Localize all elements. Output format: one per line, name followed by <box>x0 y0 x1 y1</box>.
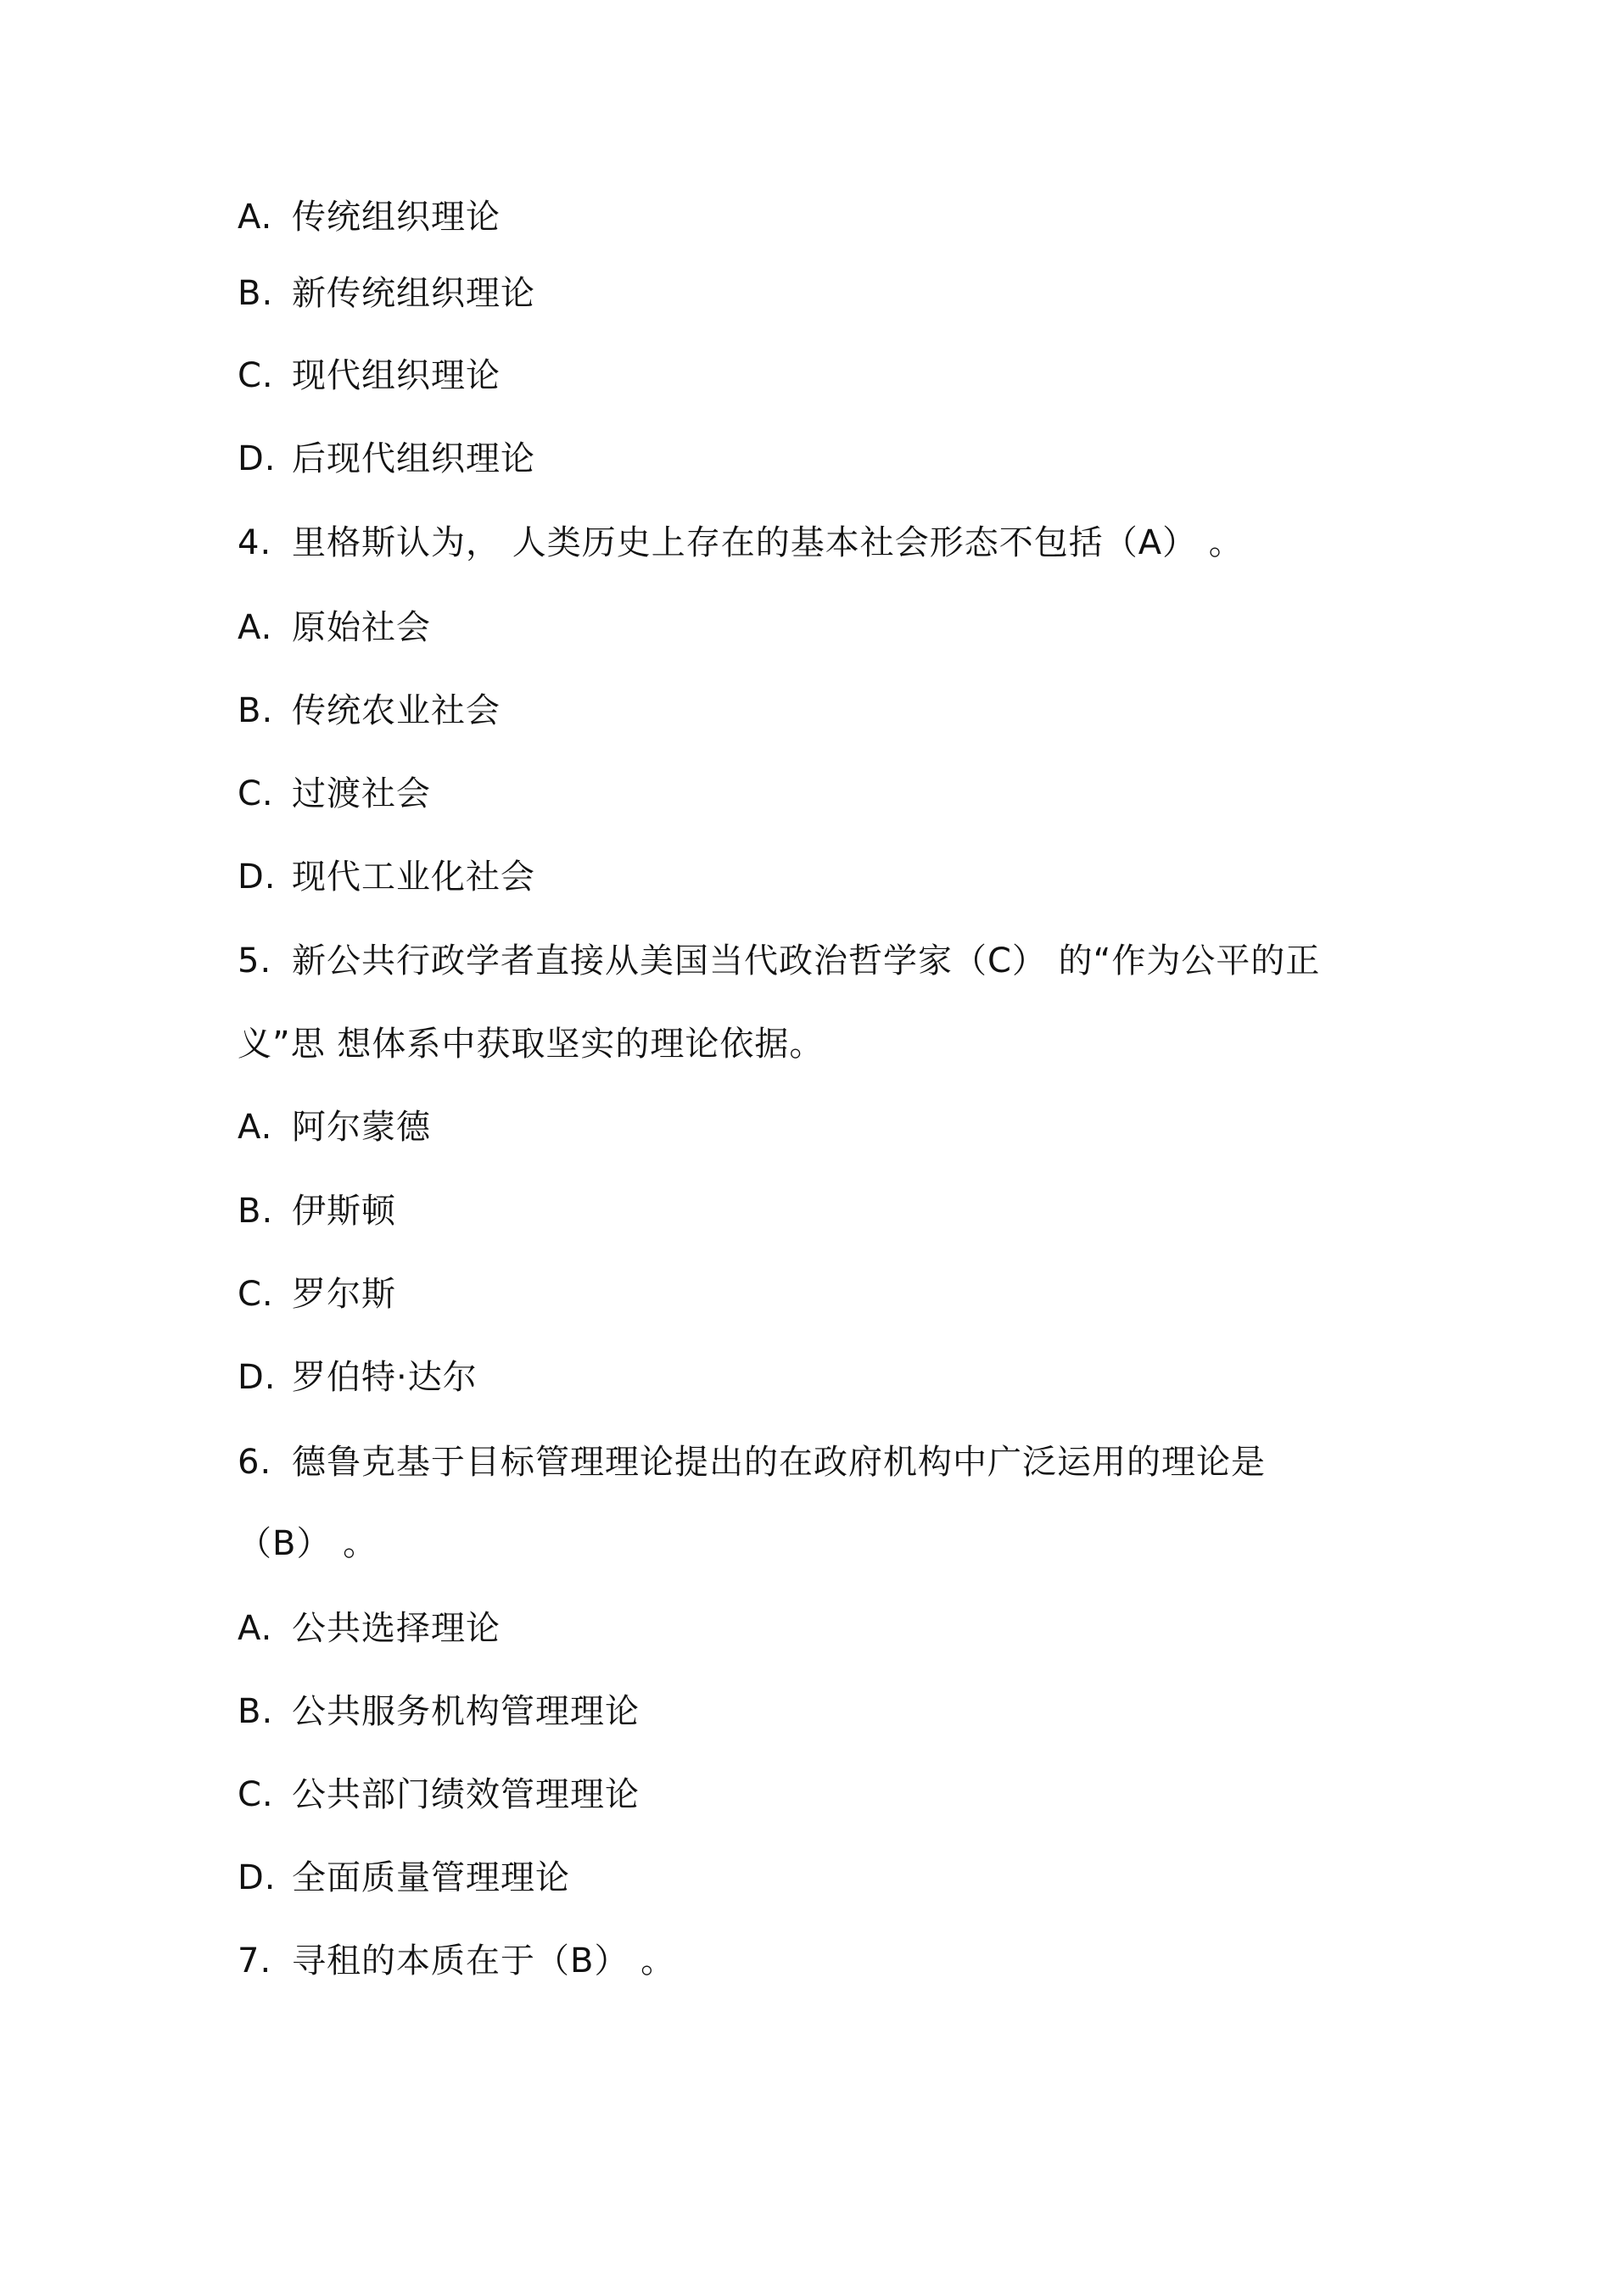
option-text: 现代组织理论 <box>292 356 501 395</box>
option-a <box>238 193 501 241</box>
question-number: 6. <box>238 1443 272 1482</box>
question-number: 7. <box>238 1941 272 1980</box>
option-c <box>238 352 501 399</box>
option-marker: B. <box>238 1192 274 1231</box>
option-text: 传统农业社会 <box>292 691 501 730</box>
option-marker: A. <box>238 198 273 237</box>
option-marker: D. <box>238 439 277 478</box>
option-marker: C. <box>238 1775 274 1814</box>
question-5-continuation <box>238 1020 824 1068</box>
option-marker: B. <box>238 691 274 730</box>
question-number: 4. <box>238 523 272 562</box>
question-7 <box>238 1937 675 1985</box>
question-4 <box>238 519 1244 567</box>
option-marker: C. <box>238 356 274 395</box>
option-text: 阿尔蒙德 <box>292 1108 431 1147</box>
option-d <box>238 435 535 483</box>
option-text: 罗尔斯 <box>292 1275 396 1314</box>
option-c <box>238 770 431 818</box>
option-b <box>238 1187 396 1235</box>
question-text: 义”思 想体系中获取坚实的理论依据。 <box>238 1025 825 1064</box>
question-5 <box>238 937 1320 985</box>
option-a <box>238 1103 431 1151</box>
option-text: 全面质量管理理论 <box>292 1858 570 1897</box>
option-text: 传统组织理论 <box>292 198 501 237</box>
question-6 <box>238 1438 1266 1486</box>
option-text: 现代工业化社会 <box>292 858 535 897</box>
question-text: 里格斯认为， 人类历史上存在的基本社会形态不包括（A） 。 <box>292 523 1244 562</box>
option-marker: A. <box>238 1609 273 1648</box>
option-marker: C. <box>238 774 274 813</box>
option-text: 过渡社会 <box>292 774 431 813</box>
question-text: 德鲁克基于目标管理理论提出的在政府机构中广泛运用的理论是 <box>292 1443 1266 1482</box>
option-marker: D. <box>238 858 277 897</box>
question-text: 新公共行政学者直接从美国当代政治哲学家（C） 的“作为公平的正 <box>292 941 1321 980</box>
option-text: 公共选择理论 <box>292 1609 501 1648</box>
option-a <box>238 604 431 651</box>
option-text: 原始社会 <box>292 608 431 647</box>
question-text: （B） 。 <box>238 1524 378 1563</box>
option-text: 公共部门绩效管理理论 <box>292 1775 640 1814</box>
option-text: 罗伯特·达尔 <box>292 1358 478 1397</box>
option-b <box>238 687 501 735</box>
option-a <box>238 1605 501 1652</box>
question-text: 寻租的本质在于（B） 。 <box>292 1941 676 1980</box>
option-marker: B. <box>238 274 274 313</box>
option-text: 伊斯顿 <box>292 1192 396 1231</box>
option-text: 新传统组织理论 <box>292 274 535 313</box>
option-text: 后现代组织理论 <box>292 439 535 478</box>
option-marker: C. <box>238 1275 274 1314</box>
option-c <box>238 1771 640 1818</box>
option-c <box>238 1271 396 1318</box>
question-number: 5. <box>238 941 272 980</box>
option-b <box>238 1688 640 1735</box>
option-b <box>238 270 535 317</box>
option-marker: A. <box>238 608 273 647</box>
question-6-continuation <box>238 1520 378 1567</box>
option-d <box>238 853 535 901</box>
option-text: 公共服务机构管理理论 <box>292 1692 640 1731</box>
option-d <box>238 1354 478 1401</box>
option-marker: B. <box>238 1692 274 1731</box>
option-d <box>238 1854 570 1902</box>
option-marker: A. <box>238 1108 273 1147</box>
option-marker: D. <box>238 1858 277 1897</box>
option-marker: D. <box>238 1358 277 1397</box>
